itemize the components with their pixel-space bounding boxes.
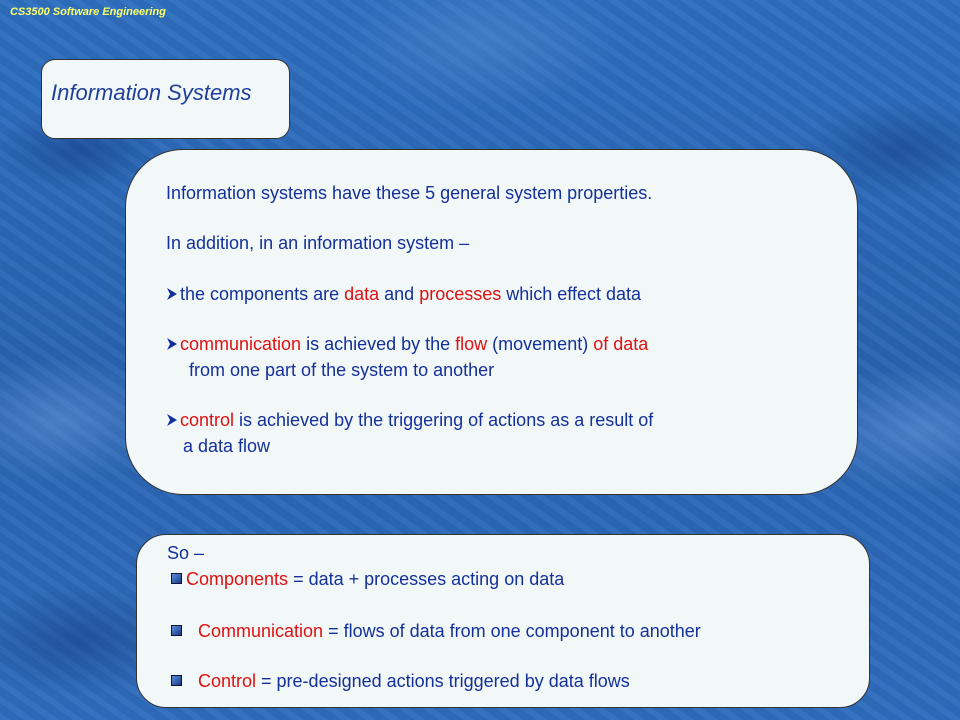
summary-components: Components = data + processes acting on data	[171, 569, 564, 590]
bullet-communication: communication is achieved by the flow (movement) of data	[166, 334, 648, 355]
course-header: CS3500 Software Engineering	[10, 6, 166, 18]
square-bullet-icon	[171, 675, 182, 686]
square-bullet-icon	[171, 573, 182, 584]
slide-title: Information Systems	[51, 80, 252, 105]
addition-text: In addition, in an information system –	[166, 233, 470, 253]
arrow-bullet-icon	[166, 287, 178, 301]
bullet-control-cont: a data flow	[183, 436, 271, 456]
main-content-box	[125, 149, 858, 495]
summary-box	[136, 534, 870, 708]
bullet-components: the components are data and processes which effect data	[166, 284, 641, 305]
summary-so: So –	[167, 543, 205, 563]
arrow-bullet-icon	[166, 413, 178, 427]
title-box	[41, 59, 290, 139]
bullet-communication-cont: from one part of the system to another	[189, 360, 495, 380]
square-bullet-icon	[171, 625, 182, 636]
summary-communication: Communication = flows of data from one component to another	[171, 621, 701, 642]
arrow-bullet-icon	[166, 337, 178, 351]
bullet-control: control is achieved by the triggering of actions as a result of	[166, 410, 653, 431]
intro-text: Information systems have these 5 general system properties.	[166, 183, 653, 203]
summary-control: Control = pre-designed actions triggered by data flows	[171, 671, 630, 692]
